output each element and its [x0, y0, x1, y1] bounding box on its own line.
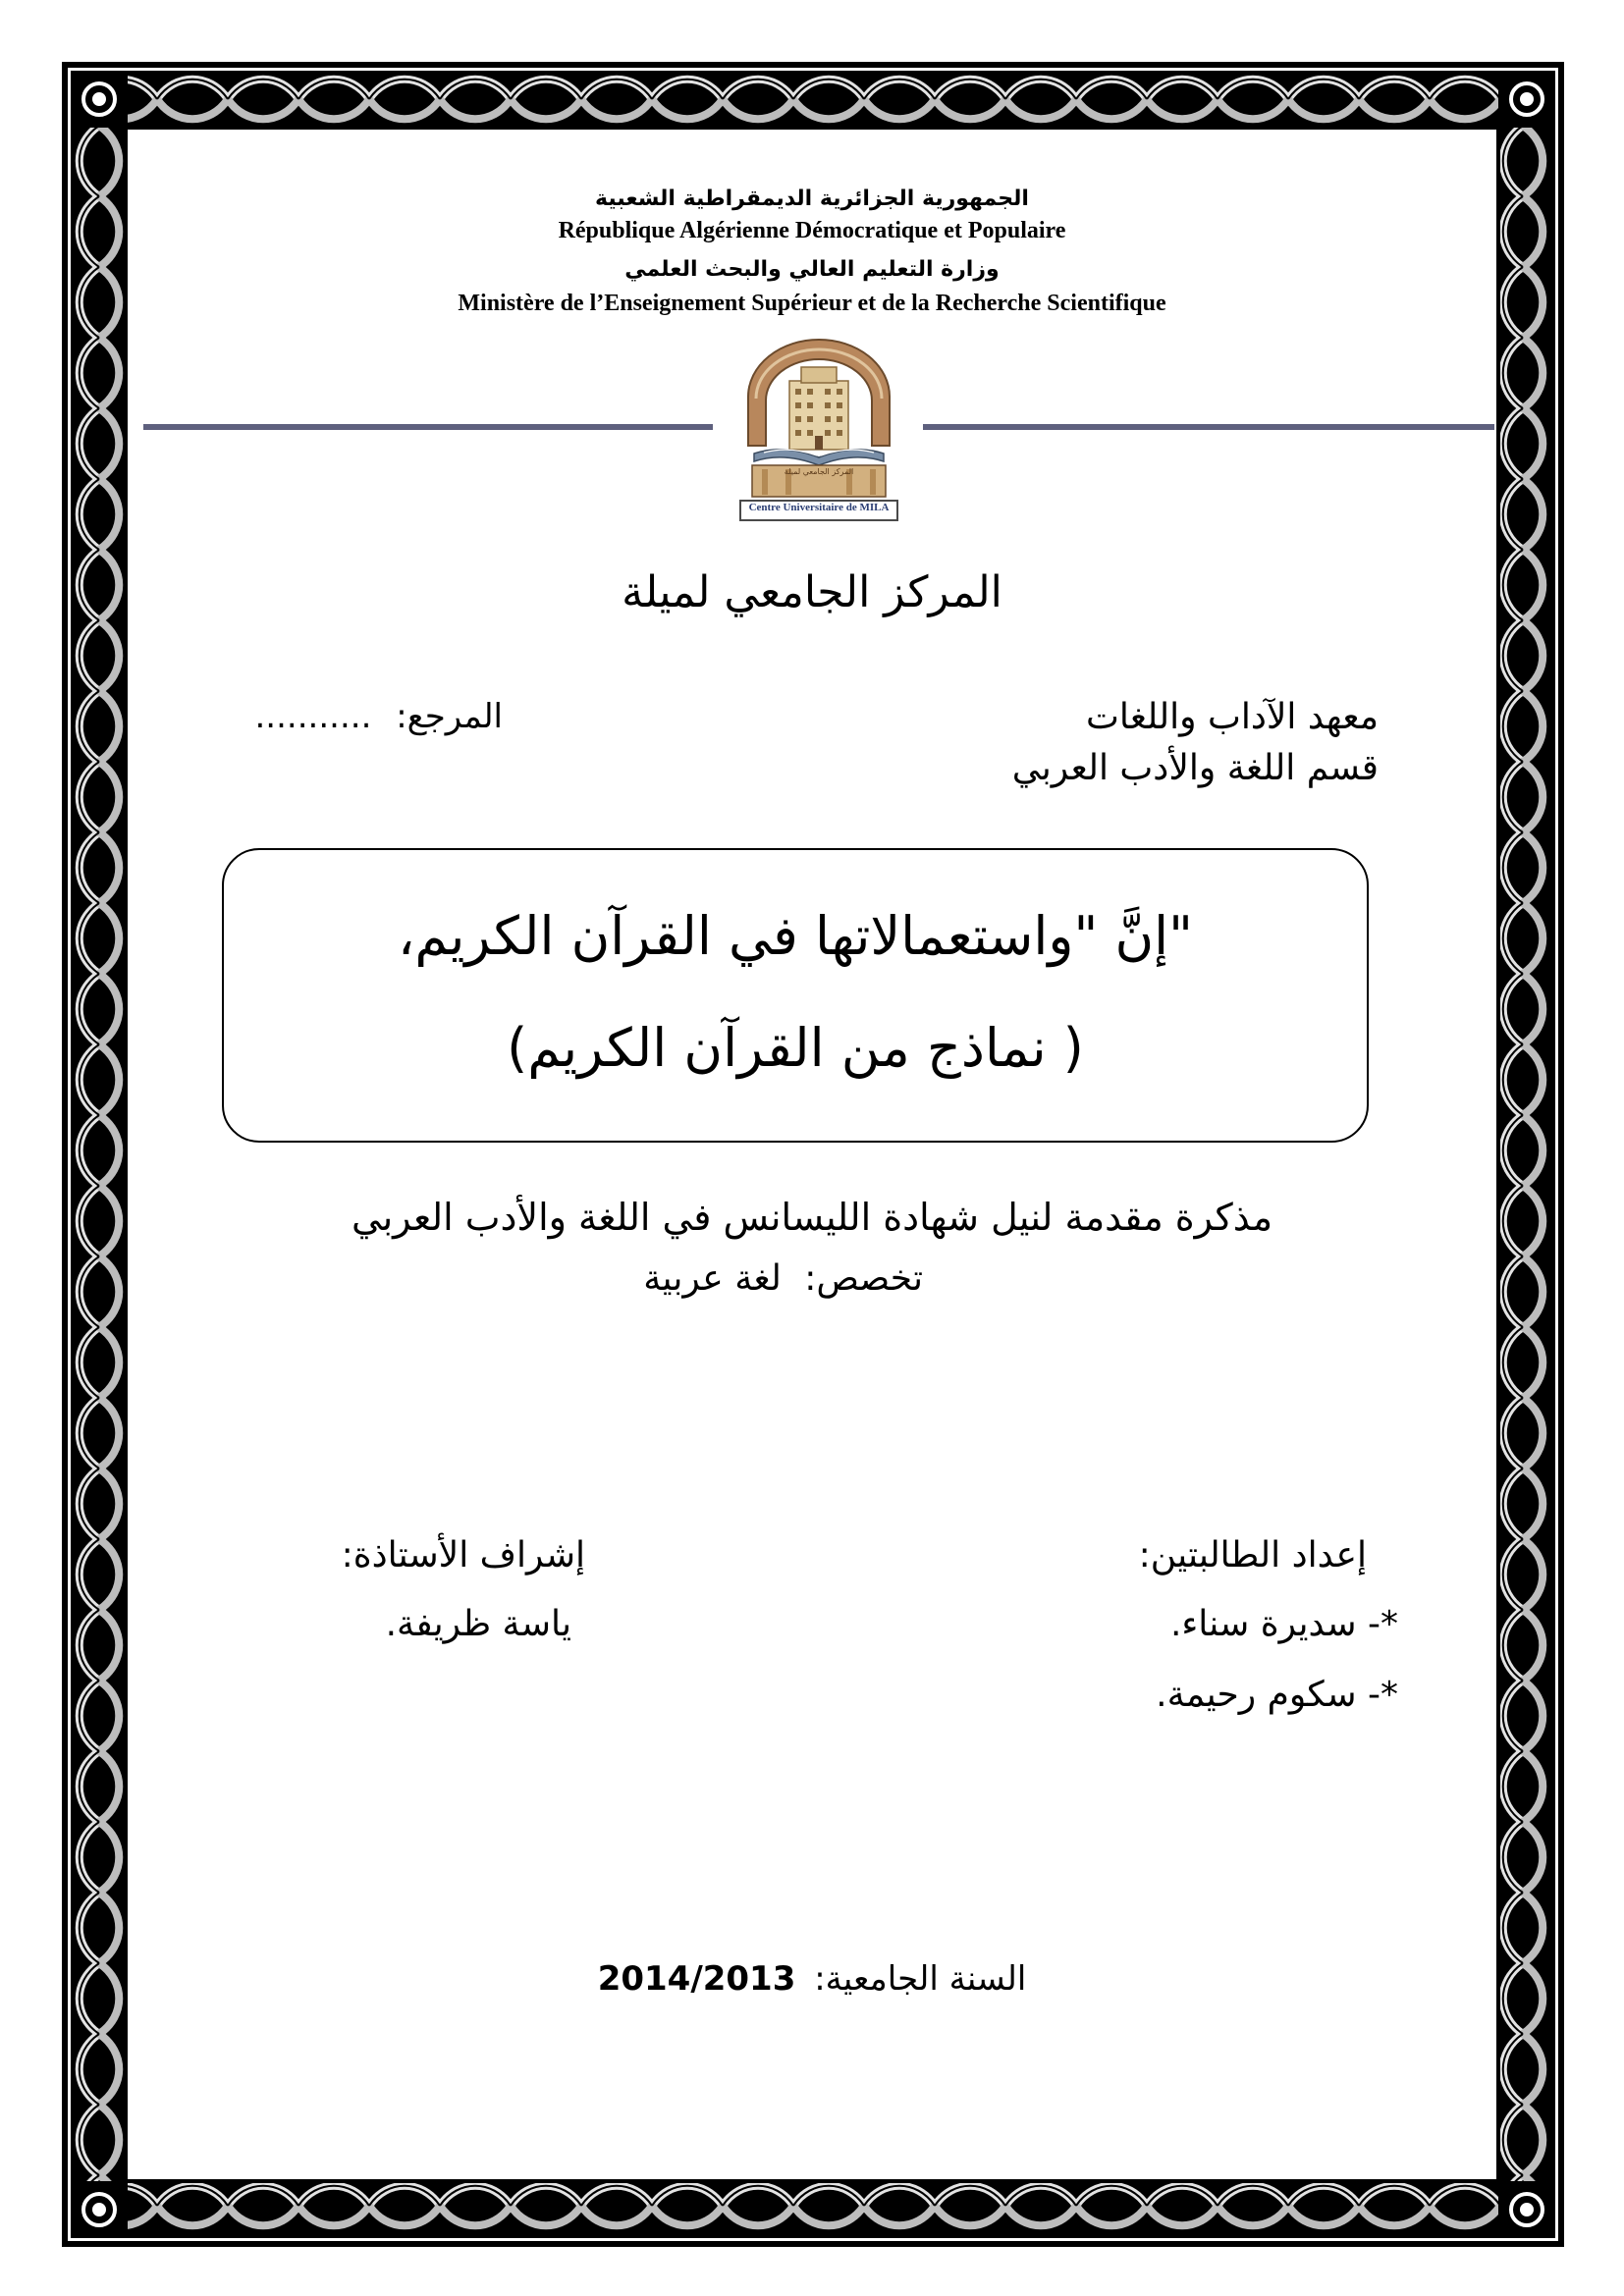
supervisor-name: ياسة ظريفة. — [385, 1604, 571, 1644]
reference-field — [254, 697, 503, 740]
specialty-value: لغة عربية — [643, 1258, 782, 1299]
institute-name: معهد الآداب واللغات — [1086, 697, 1379, 737]
supervisor-heading: إشراف الأستاذة: — [341, 1535, 585, 1575]
university-building-logo-icon — [734, 338, 903, 524]
student-name-2: *- سكوم رحيمة. — [1156, 1675, 1398, 1715]
memo-description: مذكرة مقدمة لنيل شهادة الليسانس في اللغة والأدب العربي — [351, 1196, 1273, 1239]
header-rule-left — [143, 424, 713, 430]
thesis-title-line2: ( نماذج من القرآن الكريم) — [507, 1017, 1084, 1079]
academic-year — [442, 1959, 1182, 1999]
ministry-ar: وزارة التعليم العالي والبحث العلمي — [624, 257, 1000, 282]
specialty-field — [589, 1258, 923, 1299]
header-rule-right — [923, 424, 1494, 430]
academic-year-label: السنة الجامعية: — [814, 1959, 1027, 1999]
republic-ar: الجمهورية الجزائرية الديمقراطية الشعبية — [595, 187, 1029, 211]
logo-inner-text: المركز الجامعي لميلة — [784, 467, 854, 476]
ministry-fr: Ministère de l’Enseignement Supérieur et de la Recherche Scientifique — [458, 291, 1166, 316]
specialty-label: تخصص: — [804, 1258, 923, 1299]
academic-year-value: 2014/2013 — [597, 1959, 796, 1999]
logo-caption: Centre Universitaire de MILA — [748, 502, 890, 513]
center-name: المركز الجامعي لميلة — [622, 567, 1002, 617]
reference-value: ........... — [254, 697, 372, 736]
republic-fr: République Algérienne Démocratique et Populaire — [558, 218, 1066, 243]
students-heading: إعداد الطالبتين: — [1138, 1535, 1367, 1575]
reference-label: المرجع: — [396, 697, 503, 736]
student-name-1: *- سديرة سناء. — [1169, 1604, 1398, 1644]
thesis-title-line1: "إنَّ "واستعمالاتها في القرآن الكريم، — [397, 905, 1194, 967]
title-box — [222, 848, 1369, 1143]
department-name: قسم اللغة والأدب العربي — [1011, 748, 1379, 788]
university-logo — [734, 338, 903, 524]
